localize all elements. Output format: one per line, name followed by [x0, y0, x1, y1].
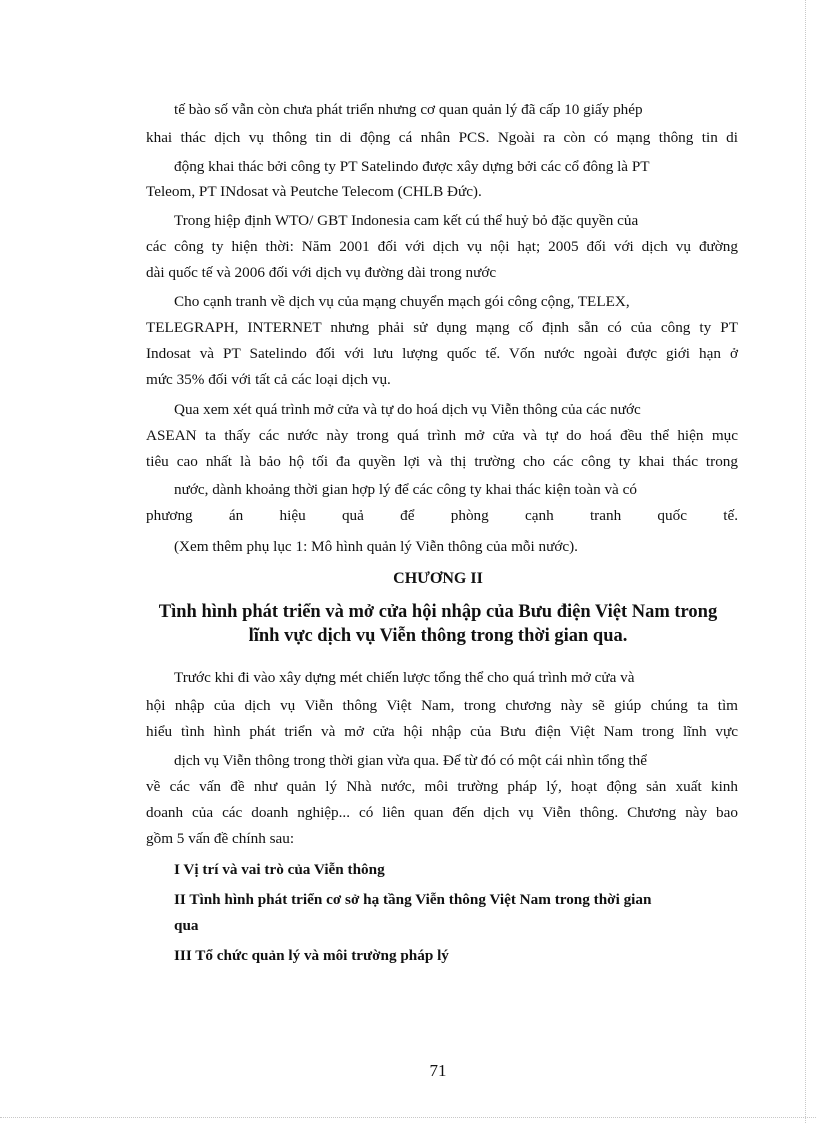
paragraph-line: dài quốc tế và 2006 đối với dịch vụ đường dài trong nước	[146, 264, 497, 281]
paragraph-line: ASEAN ta thấy các nước này trong quá trình mở cửa và tự do hoá đều thể hiện mục	[146, 427, 738, 444]
paragraph-line: Indosat và PT Satelindo đối với lưu lượng quốc tế. Vốn nước ngoài được giới hạn ở	[146, 345, 738, 362]
chapter-title-line-1: Tình hình phát triển và mở cửa hội nhập của Bưu điện Việt Nam trong	[158, 602, 718, 622]
paragraph-line: Trong hiệp định WTO/ GBT Indonesia cam kết cú thể huỷ bỏ đặc quyền của	[174, 212, 639, 229]
paragraph-line: Trước khi đi vào xây dựng mét chiến lược tổng thể cho quá trình mở cửa và	[174, 669, 635, 686]
outline-item-1: I Vị trí và vai trò của Viễn thông	[174, 861, 385, 878]
chapter-title-line-2: lĩnh vực dịch vụ Viễn thông trong thời gian qua.	[248, 626, 628, 646]
paragraph-line: gồm 5 vấn đề chính sau:	[146, 830, 295, 847]
paragraph-line: động khai thác bởi công ty PT Satelindo được xây dựng bởi các cổ đông là PT	[174, 158, 650, 175]
outline-item-2: II Tình hình phát triển cơ sở hạ tầng Viễn thông Việt Nam trong thời gian	[174, 891, 652, 908]
paragraph-line: Teleom, PT INdosat và Peutche Telecom (CHLB Đức).	[146, 183, 482, 200]
paragraph-line: các công ty hiện thời: Năm 2001 đối với dịch vụ nội hạt; 2005 đối với dịch vụ đường	[146, 238, 738, 255]
paragraph-line: phương án hiệu quả để phòng cạnh tranh quốc tế.	[146, 507, 738, 524]
paragraph-line: tiêu cao nhất là bảo hộ tối đa quyền lợi và thị trường cho các công ty khai thác trong	[146, 453, 738, 470]
paragraph-line: Qua xem xét quá trình mở cửa và tự do hoá dịch vụ Viễn thông của các nước	[174, 401, 641, 418]
paragraph-line: khai thác dịch vụ thông tin di động cá nhân PCS. Ngoài ra còn có mạng thông tin di	[146, 129, 738, 146]
paragraph-line: nước, dành khoảng thời gian hợp lý để các công ty khai thác kiện toàn và có	[174, 481, 637, 498]
outline-item-2-continued: qua	[174, 917, 199, 934]
paragraph-line: Cho cạnh tranh về dịch vụ của mạng chuyển mạch gói công cộng, TELEX,	[174, 293, 630, 310]
paragraph-line: (Xem thêm phụ lục 1: Mô hình quản lý Viễn thông của mỗi nước).	[174, 538, 578, 555]
chapter-heading: CHƯƠNG II	[393, 570, 483, 587]
paragraph-line: hội nhập của dịch vụ Viễn thông Việt Nam, trong chương này sẽ giúp chúng ta tìm	[146, 697, 738, 714]
paragraph-line: doanh của các doanh nghiệp... có liên quan đến dịch vụ Viễn thông. Chương này bao	[146, 804, 738, 821]
paragraph-line: hiểu tình hình phát triển và mở cửa hội nhập của Bưu điện Việt Nam trong lĩnh vực	[146, 723, 738, 740]
outline-item-3: III Tổ chức quản lý và môi trường pháp lý	[174, 947, 449, 964]
page-number: 71	[429, 1061, 447, 1080]
page-border-right	[805, 0, 806, 1123]
paragraph-line: tế bào số vẫn còn chưa phát triển nhưng cơ quan quản lý đã cấp 10 giấy phép	[174, 101, 643, 118]
paragraph-line: dịch vụ Viễn thông trong thời gian vừa qua. Để từ đó có một cái nhìn tổng thể	[174, 752, 647, 769]
page-border-bottom	[0, 1117, 816, 1118]
paragraph-line: TELEGRAPH, INTERNET nhưng phải sử dụng mạng cố định sẵn có của công ty PT	[146, 319, 738, 336]
paragraph-line: về các vấn đề như quản lý Nhà nước, môi trường pháp lý, hoạt động sản xuất kinh	[146, 778, 738, 795]
paragraph-line: mức 35% đối với tất cả các loại dịch vụ.	[146, 371, 391, 388]
